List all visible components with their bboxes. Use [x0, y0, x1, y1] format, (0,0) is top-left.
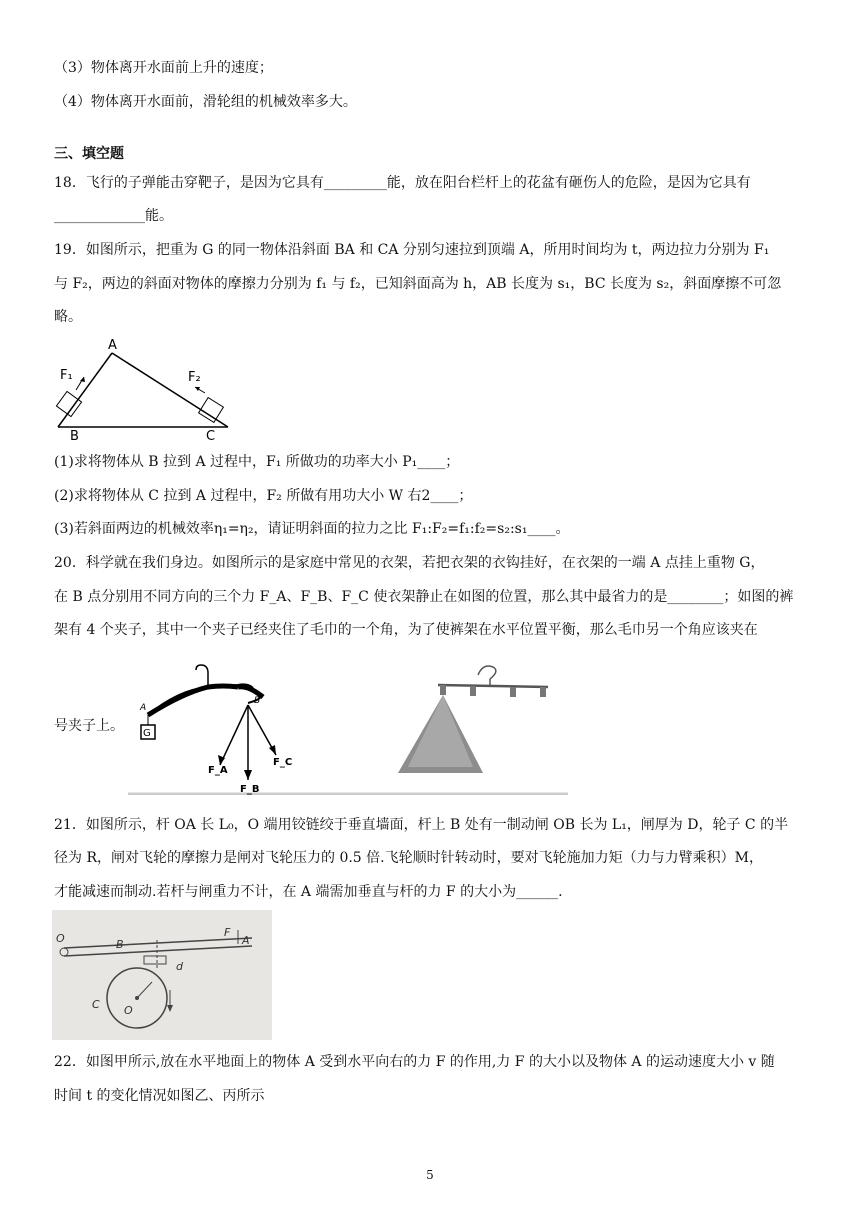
question-21-line-2: 径为 R，闸对飞轮的摩擦力是闸对飞轮压力的 0.5 倍.飞轮顺时针转动时，要对飞轮施加力矩（力与力臂乘积）M， [54, 850, 763, 866]
label-hanger-b: B [254, 696, 261, 706]
label-brake-o: O [124, 1004, 133, 1017]
label-brake-c: C [92, 998, 100, 1011]
question-19-line-2: 与 F₂，两边的斜面对物体的摩擦力分别为 f₁ 与 f₂，已知斜面高为 h，AB 长度为 s₁，BC 长度为 s₂，斜面摩擦不可忽 [54, 276, 782, 292]
question-20-line-4: 号夹子上。 [54, 718, 124, 734]
hanger-figure [128, 655, 568, 795]
label-c: C [206, 429, 216, 444]
question-19-line-1: 19．如图所示，把重为 G 的同一物体沿斜面 BA 和 CA 分别匀速拉到顶端 A，所用时间均为 t，两边拉力分别为 F₁ [54, 242, 770, 258]
label-brake-b: B [116, 938, 124, 951]
question-19-sub-3: (3)若斜面两边的机械效率η₁=η₂，请证明斜面的拉力之比 F₁:F₂=f₁:f₂=s₂:s₁____。 [54, 521, 570, 537]
question-20-line-2: 在 B 点分别用不同方向的三个力 F_A、F_B、F_C 使衣架静止在如图的位置，那么其中最省力的是________；如图的裤 [54, 589, 794, 605]
label-f1: F₁ [60, 368, 73, 383]
page-number: 5 [426, 1168, 434, 1182]
question-18-line-2: _____________能。 [54, 208, 173, 224]
label-g: G [143, 728, 151, 739]
label-b: B [70, 429, 79, 444]
brake-figure [52, 910, 272, 1040]
question-19-sub-2: (2)求将物体从 C 拉到 A 过程中，F₂ 所做有用功大小 W 右2____； [54, 488, 473, 504]
question-22-line-2: 时间 t 的变化情况如图乙、丙所示 [54, 1088, 265, 1104]
question-17-part-3: （3）物体离开水面前上升的速度； [54, 60, 273, 76]
label-d: d [176, 960, 183, 973]
label-a: A [108, 338, 117, 353]
label-f: F [224, 926, 231, 939]
question-19-line-3: 略。 [54, 309, 82, 325]
question-21-line-3: 才能减速而制动.若杆与闸重力不计，在 A 端需加垂直与杆的力 F 的大小为______. [54, 884, 563, 900]
label-fb: F_B [240, 784, 260, 795]
label-o: O [56, 932, 65, 945]
section-heading: 三、填空题 [54, 146, 124, 162]
label-fc: F_C [273, 757, 293, 768]
incline-figure [50, 335, 240, 445]
question-19-sub-1: (1)求将物体从 B 拉到 A 过程中，F₁ 所做功的功率大小 P₁____； [54, 454, 460, 470]
question-18-line-1: 18．飞行的子弹能击穿靶子，是因为它具有_________能，放在阳台栏杆上的花盆有砸伤人的危险，是因为它具有 [54, 175, 751, 191]
question-20-line-1: 20．科学就在我们身边。如图所示的是家庭中常见的衣架，若把衣架的衣钩挂好，在衣架的一端 A 点挂上重物 G， [54, 555, 765, 571]
label-f2: F₂ [188, 370, 201, 385]
question-17-part-4: （4）物体离开水面前，滑轮组的机械效率多大。 [54, 94, 357, 110]
label-brake-a: A [242, 934, 250, 947]
label-fa: F_A [208, 765, 228, 776]
question-20-line-3: 架有 4 个夹子，其中一个夹子已经夹住了毛巾的一个角，为了使裤架在水平位置平衡，那么毛巾另一个角应该夹在 [54, 622, 758, 638]
question-21-line-1: 21．如图所示，杆 OA 长 L₀，O 端用铰链绞于垂直墙面，杆上 B 处有一制动闸 OB 长为 L₁，闸厚为 D，轮子 C 的半 [54, 817, 789, 833]
question-22-line-1: 22．如图甲所示,放在水平地面上的物体 A 受到水平向右的力 F 的作用,力 F 的大小以及物体 A 的运动速度大小 v 随 [54, 1054, 775, 1070]
label-hanger-a: A [140, 703, 147, 713]
